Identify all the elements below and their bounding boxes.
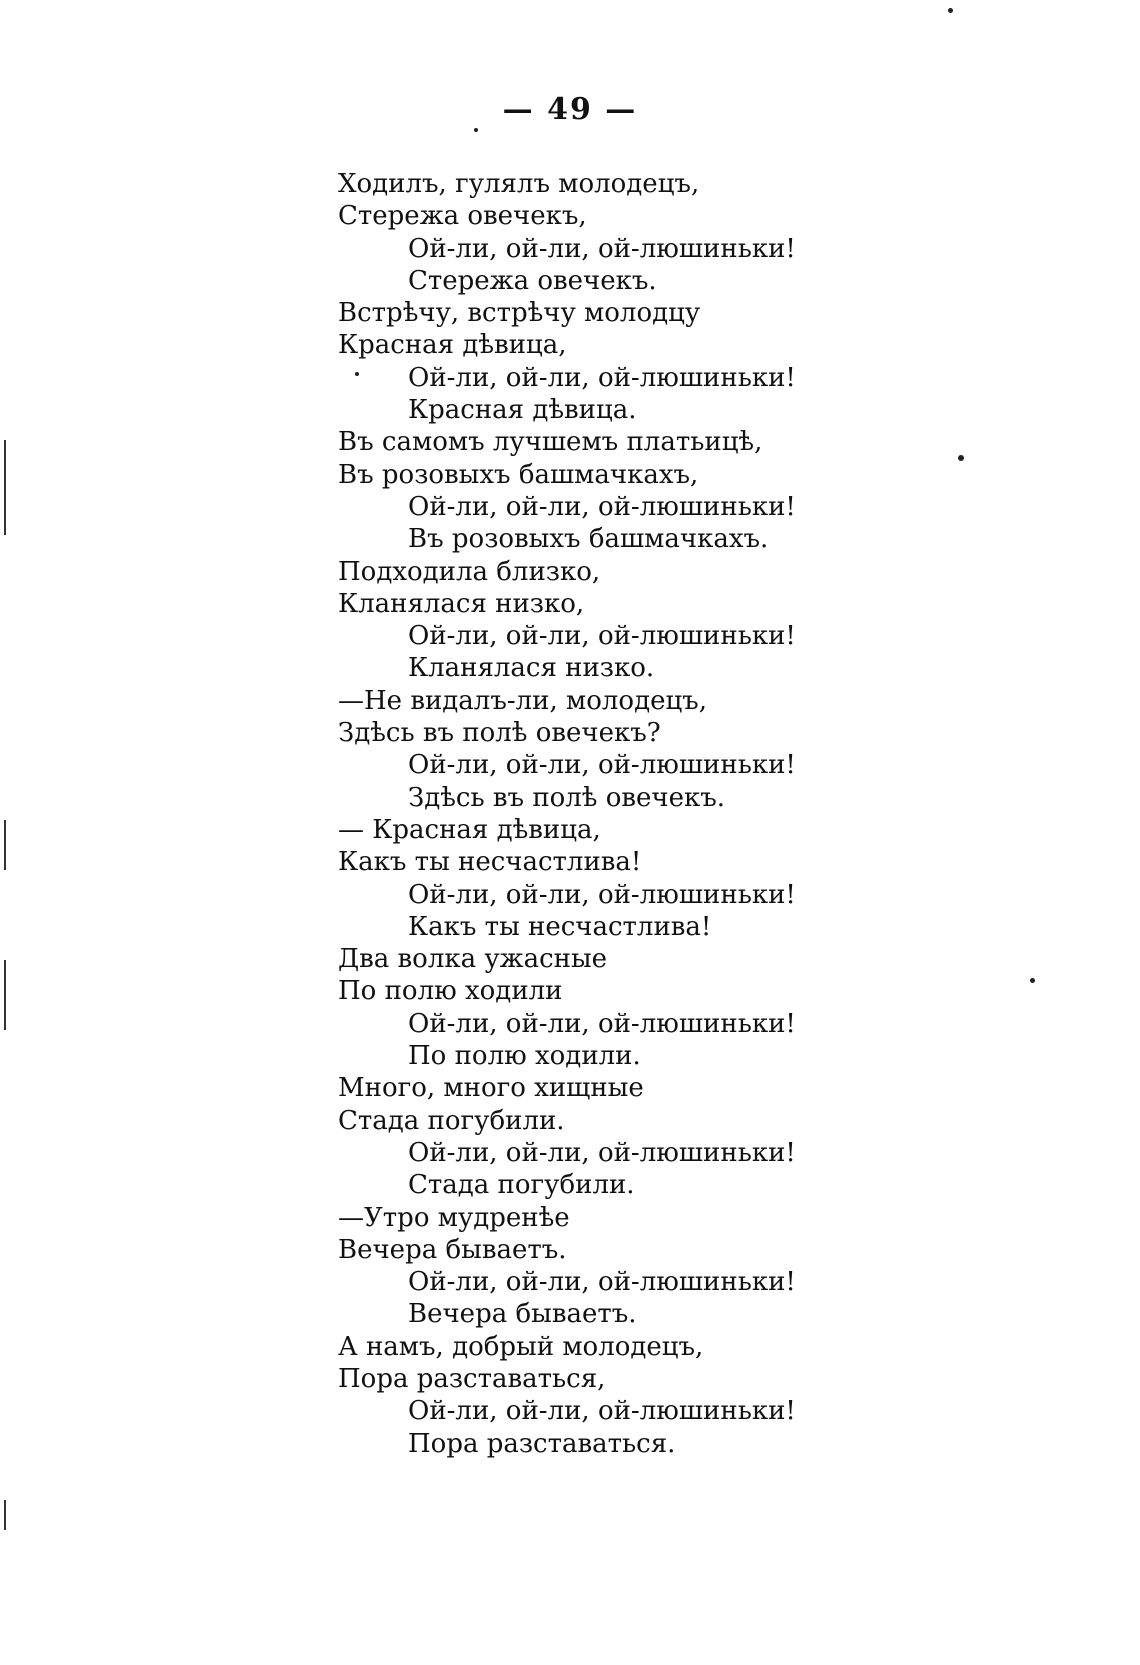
refrain-line: Ой-ли, ой-ли, ой-люшиньки! [408, 1267, 796, 1298]
refrain-line: Вечера бываетъ. [408, 1299, 637, 1330]
refrain-line: Здѣсь въ полѣ овечекъ. [408, 782, 726, 813]
verse-line: —Утро мудренѣе [338, 1202, 570, 1233]
refrain-line: Ой-ли, ой-ли, ой-люшиньки! [408, 621, 796, 652]
refrain-line: Ой-ли, ой-ли, ой-люшиньки! [408, 491, 796, 522]
refrain-line: Ой-ли, ой-ли, ой-люшиньки! [408, 233, 796, 264]
scan-speck [1030, 978, 1035, 983]
verse-line: Красная дѣвица, [338, 330, 567, 361]
verse-line: По полю ходили [338, 976, 563, 1007]
verse-line: Ходилъ, гулялъ молодецъ, [338, 169, 700, 199]
refrain-line: Красная дѣвица. [408, 395, 637, 426]
verse-line: Въ самомъ лучшемъ платьицѣ, [338, 427, 763, 458]
scan-edge-mark [4, 820, 6, 870]
verse-line: Вечера бываетъ. [338, 1234, 567, 1265]
verse-line: Стада погубили. [338, 1105, 565, 1136]
verse-line: А намъ, добрый молодецъ, [338, 1331, 704, 1362]
verse-line: Здѣсь въ полѣ овечекъ? [338, 718, 661, 749]
refrain-line: Стережа овечекъ. [408, 265, 657, 296]
scan-speck [474, 128, 478, 132]
refrain-line: Какъ ты несчастлива! [408, 911, 712, 942]
verse-line: Пора разставаться, [338, 1363, 606, 1394]
scan-speck [958, 455, 964, 461]
verse-line: Много, много хищные [338, 1073, 644, 1104]
refrain-line: Ой-ли, ой-ли, ой-люшиньки! [408, 1137, 796, 1168]
refrain-line: Стада погубили. [408, 1170, 635, 1201]
verse-line: Кланялася низко, [338, 588, 585, 619]
page-number: — 49 — [502, 92, 638, 127]
scan-edge-mark [4, 960, 6, 1030]
scan-speck [355, 372, 359, 376]
refrain-line: Ой-ли, ой-ли, ой-люшиньки! [408, 362, 796, 393]
verse-line: Два волка ужасные [338, 944, 608, 975]
verse-line: Въ розовыхъ башмачкахъ, [338, 459, 699, 490]
refrain-line: По полю ходили. [408, 1041, 641, 1072]
refrain-line: Ой-ли, ой-ли, ой-люшиньки! [408, 1396, 796, 1427]
poem-body [338, 168, 858, 1460]
verse-line: Встрѣчу, встрѣчу молодцу [338, 298, 701, 329]
refrain-line: Въ розовыхъ башмачкахъ. [408, 524, 769, 555]
scan-edge-mark [4, 440, 6, 535]
refrain-line: Ой-ли, ой-ли, ой-люшиньки! [408, 1008, 796, 1039]
refrain-line: Ой-ли, ой-ли, ой-люшиньки! [408, 750, 796, 781]
verse-line: — Красная дѣвица, [338, 814, 601, 845]
refrain-line: Ой-ли, ой-ли, ой-люшиньки! [408, 879, 796, 910]
refrain-line: Кланялася низко. [408, 653, 655, 684]
verse-line: —Не видалъ-ли, молодецъ, [338, 685, 707, 716]
scan-speck [948, 8, 953, 13]
verse-line: Подходила близко, [338, 556, 601, 587]
refrain-line: Пора разставаться. [408, 1428, 676, 1459]
verse-line: Стережа овечекъ, [338, 201, 587, 232]
verse-line: Какъ ты несчастлива! [338, 847, 642, 878]
scan-edge-mark [4, 1500, 6, 1530]
